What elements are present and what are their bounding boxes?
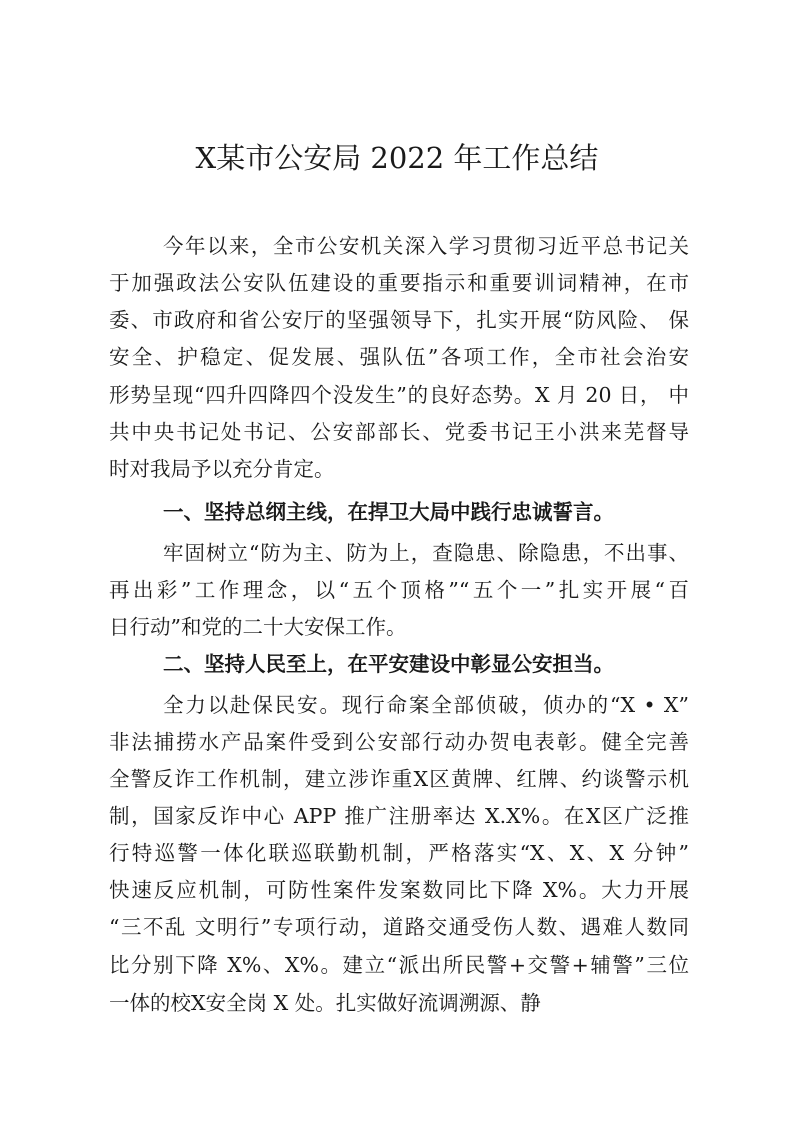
paragraph-line: 日行动”和党的二十大安保工作。 <box>109 615 407 639</box>
paragraph-line: 一体的校X安全岗 X 处。扎实做好流调溯源、静 <box>109 991 541 1015</box>
paragraph-line: 形势呈现“四升四降四个没发生”的良好态势。X 月 20 日， 中 <box>109 383 689 407</box>
paragraph-line: 行特巡警一体化联巡联勤机制，严格落实“X、X、X 分钟” <box>109 841 689 865</box>
paragraph-line: 时对我局予以充分肯定。 <box>109 457 335 481</box>
paragraph-line: 于加强政法公安队伍建设的重要指示和重要训词精神，在市 <box>109 271 689 295</box>
document-title: X某市公安局 2022 年工作总结 <box>195 141 599 175</box>
paragraph-line: 非法捕捞水产品案件受到公安部行动办贺电表彰。健全完善 <box>109 730 689 754</box>
paragraph-line: 全警反诈工作机制，建立涉诈重X区黄牌、红牌、约谈警示机 <box>109 767 689 791</box>
section-heading: 二、坚持人民至上，在平安建设中彰显公安担当。 <box>163 652 614 676</box>
paragraph-line: 制，国家反诈中心 APP 推广注册率达 X.X%。在X区广泛推 <box>109 804 689 828</box>
paragraph-line: 安全、护稳定、促发展、强队伍”各项工作，全市社会治安 <box>109 345 689 369</box>
paragraph-line: 全力以赴保民安。现行命案全部侦破，侦办的“X • X” <box>163 693 689 717</box>
paragraph-line: 快速反应机制，可防性案件发案数同比下降 X%。大力开展 <box>109 878 689 902</box>
paragraph-line: 今年以来，全市公安机关深入学习贯彻习近平总书记关 <box>163 234 689 258</box>
paragraph-line: 牢固树立“防为主、防为上，查隐患、除隐患，不出事、 <box>163 541 689 565</box>
section-heading: 一、坚持总纲主线，在捍卫大局中践行忠诚誓言。 <box>163 500 614 524</box>
paragraph-line: “三不乱 文明行”专项行动，道路交通受伤人数、遇难人数同 <box>109 915 689 939</box>
paragraph-line: 委、市政府和省公安厅的坚强领导下，扎实开展“防风险、 保 <box>109 308 689 332</box>
paragraph-line: 比分别下降 X%、X%。建立“派出所民警+交警+辅警”三位 <box>109 953 689 977</box>
paragraph-line: 共中央书记处书记、公安部部长、党委书记王小洪来芜督导 <box>109 420 689 444</box>
paragraph-line: 再出彩”工作理念，以“五个顶格”“五个一”扎实开展“百 <box>109 578 689 602</box>
